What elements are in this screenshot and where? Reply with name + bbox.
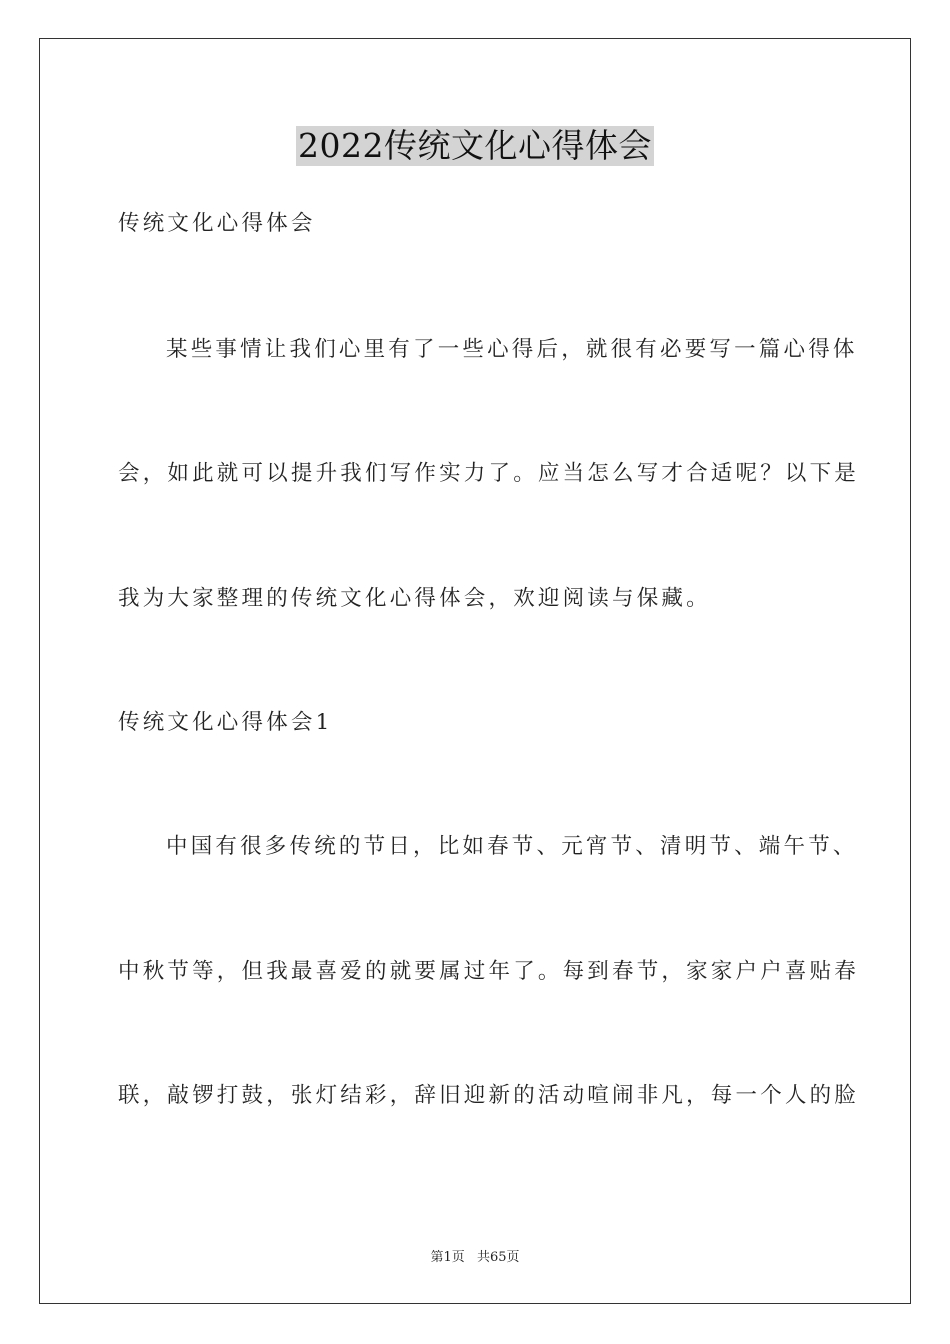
paragraph-line: 中秋节等，但我最喜爱的就要属过年了。每到春节，家家户户喜贴春 [118, 959, 860, 984]
section-heading: 传统文化心得体会1 [118, 710, 333, 735]
paragraph-line: 会，如此就可以提升我们写作实力了。应当怎么写才合适呢？以下是 [118, 461, 860, 486]
document-title: 2022传统文化心得体会 [298, 126, 652, 165]
page-total: 共65页 [476, 1250, 520, 1265]
page-number: 第1页 [430, 1250, 465, 1265]
section-heading: 传统文化心得体会 [118, 211, 316, 236]
page-footer [0, 1246, 950, 1265]
paragraph-line: 我为大家整理的传统文化心得体会，欢迎阅读与保藏。 [118, 586, 711, 611]
paragraph-line: 联，敲锣打鼓，张灯结彩，辞旧迎新的活动喧闹非凡，每一个人的脸 [118, 1083, 860, 1108]
title-container [0, 126, 950, 166]
paragraph-line: 某些事情让我们心里有了一些心得后，就很有必要写一篇心得体 [166, 337, 858, 362]
paragraph-line: 中国有很多传统的节日，比如春节、元宵节、清明节、端午节、 [166, 834, 858, 859]
